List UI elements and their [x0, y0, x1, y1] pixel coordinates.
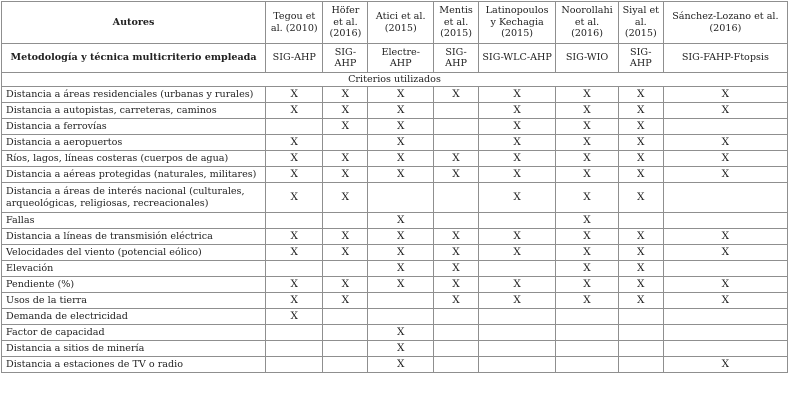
- criterion-mark: X: [556, 151, 619, 167]
- criterion-mark: X: [478, 87, 555, 103]
- criterion-mark: X: [434, 167, 479, 183]
- criterion-mark: [266, 261, 323, 277]
- criterion-mark: [323, 309, 368, 325]
- criterion-mark: [478, 261, 555, 277]
- authors-row: [2, 2, 788, 44]
- criterion-mark: X: [618, 87, 663, 103]
- criterion-label: Ríos, lagos, líneas costeras (cuerpos de agua): [2, 151, 266, 167]
- author-header: Höfer et al. (2016): [323, 2, 368, 44]
- criterion-mark: X: [434, 87, 479, 103]
- criterion-label: Velocidades del viento (potencial eólico): [2, 245, 266, 261]
- criterion-mark: X: [368, 341, 434, 357]
- criterion-mark: X: [266, 151, 323, 167]
- criterion-mark: [434, 183, 479, 213]
- criterion-mark: X: [663, 229, 787, 245]
- criterion-mark: X: [323, 245, 368, 261]
- criterion-mark: X: [618, 103, 663, 119]
- criterion-mark: [663, 261, 787, 277]
- criterion-mark: [266, 213, 323, 229]
- table-row: [2, 135, 788, 151]
- author-header: Mentis et al. (2015): [434, 2, 479, 44]
- criterion-mark: [323, 135, 368, 151]
- criterion-mark: X: [434, 229, 479, 245]
- criterion-mark: [434, 309, 479, 325]
- criterion-mark: X: [323, 167, 368, 183]
- criterion-mark: X: [556, 277, 619, 293]
- criterion-label: Demanda de electricidad: [2, 309, 266, 325]
- criterion-mark: X: [663, 151, 787, 167]
- criterion-mark: X: [618, 229, 663, 245]
- criterion-mark: [434, 119, 479, 135]
- criterion-mark: [323, 213, 368, 229]
- criterion-mark: X: [663, 103, 787, 119]
- criterion-mark: X: [368, 325, 434, 341]
- table-row: [2, 325, 788, 341]
- criterion-mark: X: [368, 245, 434, 261]
- criterion-mark: X: [556, 87, 619, 103]
- criterion-mark: [556, 309, 619, 325]
- criterion-mark: X: [478, 245, 555, 261]
- criterion-mark: X: [478, 229, 555, 245]
- criterion-mark: [663, 309, 787, 325]
- criterion-mark: X: [266, 103, 323, 119]
- criterion-mark: [478, 341, 555, 357]
- criterion-mark: X: [556, 229, 619, 245]
- criterion-mark: [478, 213, 555, 229]
- criterion-mark: [618, 357, 663, 373]
- criterios-section-row: [2, 73, 788, 87]
- criterion-mark: [618, 309, 663, 325]
- criterion-mark: X: [478, 119, 555, 135]
- criterion-mark: X: [368, 119, 434, 135]
- author-header: Siyal et al. (2015): [618, 2, 663, 44]
- table-container: [1, 1, 788, 373]
- criterion-mark: [663, 325, 787, 341]
- criterion-mark: X: [478, 277, 555, 293]
- criterion-mark: X: [323, 87, 368, 103]
- criterion-mark: X: [368, 103, 434, 119]
- criterion-mark: [556, 325, 619, 341]
- criterion-mark: X: [663, 135, 787, 151]
- table-row: [2, 167, 788, 183]
- criterion-mark: X: [266, 309, 323, 325]
- criterion-label: Distancia a estaciones de TV o radio: [2, 357, 266, 373]
- table-row: [2, 245, 788, 261]
- criterion-mark: [266, 119, 323, 135]
- criterion-mark: X: [618, 277, 663, 293]
- criterion-mark: X: [266, 87, 323, 103]
- criterion-label: Factor de capacidad: [2, 325, 266, 341]
- criterion-mark: X: [368, 277, 434, 293]
- criterion-mark: [434, 103, 479, 119]
- criterion-mark: X: [434, 293, 479, 309]
- criterion-mark: [368, 183, 434, 213]
- criterion-mark: X: [368, 357, 434, 373]
- criterion-mark: X: [368, 229, 434, 245]
- criterion-mark: [368, 293, 434, 309]
- author-header: Latinopoulos y Kechagia (2015): [478, 2, 555, 44]
- author-header: Sánchez-Lozano et al. (2016): [663, 2, 787, 44]
- table-row: [2, 229, 788, 245]
- criterion-mark: X: [368, 261, 434, 277]
- criterion-mark: X: [478, 103, 555, 119]
- criterion-mark: [368, 309, 434, 325]
- method-cell: SIG-FAHP-Ftopsis: [663, 44, 787, 73]
- criterion-mark: [663, 119, 787, 135]
- criterion-mark: [323, 325, 368, 341]
- criterion-mark: X: [266, 293, 323, 309]
- criterion-mark: X: [434, 245, 479, 261]
- criterion-mark: [434, 213, 479, 229]
- criterion-mark: X: [323, 151, 368, 167]
- criterion-mark: [663, 213, 787, 229]
- criterion-mark: X: [663, 87, 787, 103]
- method-cell: SIG-WIO: [556, 44, 619, 73]
- criterion-mark: X: [368, 151, 434, 167]
- criterion-mark: X: [556, 135, 619, 151]
- criterion-label: Distancia a sitios de minería: [2, 341, 266, 357]
- criterion-mark: X: [368, 135, 434, 151]
- criterion-mark: X: [556, 213, 619, 229]
- criterion-mark: X: [434, 261, 479, 277]
- criterion-mark: [663, 341, 787, 357]
- criterion-mark: [618, 213, 663, 229]
- method-cell: SIG-AHP: [618, 44, 663, 73]
- criterion-mark: [434, 325, 479, 341]
- criterion-mark: X: [266, 183, 323, 213]
- criterion-mark: X: [618, 135, 663, 151]
- criterion-mark: [434, 357, 479, 373]
- criterion-mark: X: [266, 167, 323, 183]
- criterion-mark: [434, 135, 479, 151]
- author-header: Atici et al. (2015): [368, 2, 434, 44]
- criterion-mark: X: [663, 167, 787, 183]
- criterion-mark: [478, 357, 555, 373]
- criterion-mark: X: [618, 245, 663, 261]
- criterion-mark: X: [556, 119, 619, 135]
- table-row: [2, 103, 788, 119]
- criterion-mark: X: [266, 245, 323, 261]
- criterion-mark: X: [618, 183, 663, 213]
- author-header: Tegou et al. (2010): [266, 2, 323, 44]
- criterion-mark: [323, 261, 368, 277]
- criterion-label: Distancia a ferrovías: [2, 119, 266, 135]
- criterion-mark: X: [478, 293, 555, 309]
- table-row: [2, 151, 788, 167]
- criterion-mark: X: [323, 293, 368, 309]
- criterion-mark: [323, 357, 368, 373]
- criterion-mark: X: [556, 183, 619, 213]
- criterion-mark: [478, 325, 555, 341]
- criterion-label: Distancia a áreas residenciales (urbanas y rurales): [2, 87, 266, 103]
- criterion-label: Pendiente (%): [2, 277, 266, 293]
- criterion-mark: [266, 341, 323, 357]
- criteria-table: [1, 1, 788, 373]
- criterion-mark: [556, 341, 619, 357]
- criterion-mark: X: [663, 293, 787, 309]
- criterion-label: Distancia a aeropuertos: [2, 135, 266, 151]
- criterion-mark: [266, 357, 323, 373]
- criterion-mark: X: [368, 87, 434, 103]
- method-cell: Electre-AHP: [368, 44, 434, 73]
- criterion-mark: X: [266, 277, 323, 293]
- criterion-mark: X: [618, 119, 663, 135]
- criterion-label: Elevación: [2, 261, 266, 277]
- table-row: [2, 277, 788, 293]
- criterion-mark: X: [434, 151, 479, 167]
- method-cell: SIG-AHP: [434, 44, 479, 73]
- criterion-mark: [618, 325, 663, 341]
- criterion-mark: [434, 341, 479, 357]
- criterion-mark: X: [478, 167, 555, 183]
- criterion-mark: X: [663, 357, 787, 373]
- table-row: [2, 119, 788, 135]
- criterion-label: Usos de la tierra: [2, 293, 266, 309]
- criterion-mark: X: [556, 261, 619, 277]
- criterion-mark: X: [368, 167, 434, 183]
- criterion-mark: [266, 325, 323, 341]
- criterion-mark: X: [556, 103, 619, 119]
- criterion-mark: X: [266, 229, 323, 245]
- author-header: Noorollahi et al. (2016): [556, 2, 619, 44]
- table-body: [2, 2, 788, 373]
- method-cell: SIG-WLC-AHP: [478, 44, 555, 73]
- criterion-label: Distancia a áreas de interés nacional (culturales, arqueológicas, religiosas, recreacionales): [2, 183, 266, 213]
- criterion-mark: X: [323, 119, 368, 135]
- table-row: [2, 293, 788, 309]
- criterion-mark: [478, 309, 555, 325]
- criterion-label: Distancia a líneas de transmisión eléctrica: [2, 229, 266, 245]
- criterion-mark: X: [478, 151, 555, 167]
- methods-row: [2, 44, 788, 73]
- criterion-mark: X: [434, 277, 479, 293]
- table-row: [2, 213, 788, 229]
- criterion-label: Distancia a aéreas protegidas (naturales, militares): [2, 167, 266, 183]
- criterion-mark: X: [618, 167, 663, 183]
- autores-header: Autores: [2, 2, 266, 44]
- table-row: [2, 341, 788, 357]
- criterion-mark: X: [663, 245, 787, 261]
- table-row: [2, 87, 788, 103]
- criterion-label: Fallas: [2, 213, 266, 229]
- criterion-mark: X: [323, 229, 368, 245]
- criterion-mark: X: [556, 293, 619, 309]
- criterion-mark: X: [556, 167, 619, 183]
- criterion-mark: X: [323, 183, 368, 213]
- criterion-mark: X: [663, 277, 787, 293]
- table-row: [2, 357, 788, 373]
- criterion-mark: X: [368, 213, 434, 229]
- metodologia-header: Metodología y técnica multicriterio empleada: [2, 44, 266, 73]
- table-row: [2, 183, 788, 213]
- criterion-mark: X: [323, 103, 368, 119]
- table-row: [2, 309, 788, 325]
- criterion-mark: X: [618, 151, 663, 167]
- criterion-mark: X: [478, 135, 555, 151]
- criterion-mark: [323, 341, 368, 357]
- criterion-mark: X: [618, 261, 663, 277]
- criterios-header: Criterios utilizados: [2, 73, 788, 87]
- table-row: [2, 261, 788, 277]
- criterion-mark: X: [478, 183, 555, 213]
- method-cell: SIG-AHP: [323, 44, 368, 73]
- criterion-mark: X: [618, 293, 663, 309]
- criterion-mark: [556, 357, 619, 373]
- criterion-mark: [663, 183, 787, 213]
- criterion-mark: X: [266, 135, 323, 151]
- criterion-mark: [618, 341, 663, 357]
- method-cell: SIG-AHP: [266, 44, 323, 73]
- criterion-label: Distancia a autopistas, carreteras, caminos: [2, 103, 266, 119]
- criterion-mark: X: [323, 277, 368, 293]
- criterion-mark: X: [556, 245, 619, 261]
